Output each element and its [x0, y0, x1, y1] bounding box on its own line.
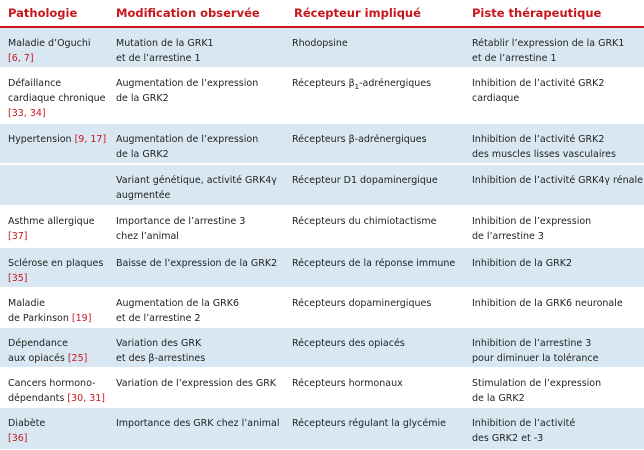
cell-recepteur: [292, 132, 464, 147]
cell-line: et de l’arrestine 1: [116, 53, 201, 64]
cell-line: [8, 51, 108, 66]
cell-line: [8, 271, 108, 286]
cell-line: Inhibition de l’activité GRK2: [472, 78, 605, 89]
cell-line: Asthme allergique: [8, 216, 95, 227]
cell-line: Récepteurs $\beta_1$-adrénergiques: [292, 78, 432, 91]
cell-piste: [472, 173, 643, 188]
cell-line: Dépendance: [8, 338, 68, 349]
cell-piste: [472, 376, 640, 406]
cell-piste: [472, 416, 640, 446]
cell-line: Inhibition de l’expression: [472, 216, 592, 227]
table-row: [0, 164, 644, 206]
cell-modification: [116, 132, 284, 162]
cell-pathologie: [8, 416, 108, 446]
cell-recepteur: [292, 376, 464, 391]
cell-line: Récepteurs des opiacés: [292, 338, 405, 349]
cell-line: de la GRK2: [116, 93, 169, 104]
table-row: [0, 328, 644, 368]
reference-link[interactable]: [37]: [8, 231, 28, 242]
cell-line: Récepteurs du chimiotactisme: [292, 216, 437, 227]
cell-line: Inhibition de l’activité: [472, 418, 576, 429]
cell-line: Rhodopsine: [292, 38, 348, 49]
cell-modification: [116, 173, 284, 203]
table-header-row: [0, 0, 644, 28]
cell-piste: [472, 296, 640, 311]
cell-recepteur: [292, 256, 464, 271]
cell-line: et de l’arrestine 1: [472, 53, 557, 64]
cell-pathologie: [8, 214, 108, 244]
cell-line: [8, 431, 108, 446]
cell-recepteur: [292, 296, 464, 311]
cell-line: aux opiacés [25]: [8, 353, 88, 364]
cell-modification: [116, 76, 284, 106]
reference-link[interactable]: [35]: [8, 273, 28, 284]
reference-link[interactable]: [25]: [67, 353, 88, 364]
cell-line: Maladie: [8, 298, 45, 309]
cell-modification: [116, 376, 284, 391]
cell-line: Stimulation de l’expression: [472, 378, 602, 389]
cell-modification: [116, 36, 284, 66]
cell-line: Récepteur D1 dopaminergique: [292, 175, 438, 186]
table-row: [0, 288, 644, 328]
header-modification: Modification observée: [116, 6, 260, 20]
cell-pathologie: [8, 376, 108, 406]
cell-piste: [472, 256, 640, 271]
reference-link[interactable]: [36]: [8, 433, 28, 444]
table-row: [0, 248, 644, 288]
reference-link[interactable]: [30, 31]: [67, 393, 105, 404]
cell-line: Importance des GRK chez l’animal: [116, 418, 280, 429]
cell-line: Mutation de la GRK1: [116, 38, 214, 49]
cell-line: pour diminuer la tolérance: [472, 353, 599, 364]
cell-modification: [116, 296, 284, 326]
cell-recepteur: [292, 173, 464, 188]
cell-line: cardiaque chronique: [8, 93, 106, 104]
cell-recepteur: [292, 416, 464, 431]
cell-recepteur: [292, 336, 464, 351]
cell-line: Cancers hormono-: [8, 378, 96, 389]
cell-line: Hypertension [9, 17]: [8, 134, 107, 145]
cell-line: Sclérose en plaques: [8, 258, 104, 269]
cell-pathologie: [8, 76, 108, 121]
cell-line: Augmentation de l’expression: [116, 78, 259, 89]
cell-piste: [472, 214, 640, 244]
reference-link[interactable]: [9, 17]: [74, 134, 107, 145]
cell-line: Variation de l’expression des GRK: [116, 378, 277, 389]
cell-piste: [472, 132, 640, 162]
cell-recepteur: [292, 214, 464, 229]
cell-line: de la GRK2: [116, 149, 169, 160]
cell-piste: [472, 76, 640, 106]
cell-line: Récepteurs β-adrénergiques: [292, 134, 427, 145]
cell-line: Augmentation de la GRK6: [116, 298, 240, 309]
cell-line: de Parkinson [19]: [8, 313, 92, 324]
cell-line: [8, 229, 108, 244]
cell-modification: [116, 256, 284, 271]
cell-line: Récepteurs hormonaux: [292, 378, 403, 389]
table-row: [0, 28, 644, 68]
table-row: [0, 124, 644, 164]
cell-line: chez l’animal: [116, 231, 179, 242]
cell-line: Importance de l’arrestine 3: [116, 216, 246, 227]
cell-line: de l’arrestine 3: [472, 231, 544, 242]
cell-line: Augmentation de l’expression: [116, 134, 259, 145]
cell-line: Inhibition de l’activité GRK2: [472, 134, 605, 145]
cell-line: Inhibition de l’activité GRK4γ rénale: [472, 175, 643, 186]
cell-recepteur: [292, 36, 464, 51]
table-row: [0, 368, 644, 408]
cell-line: des muscles lisses vasculaires: [472, 149, 616, 160]
cell-line: Récepteurs dopaminergiques: [292, 298, 432, 309]
header-piste: Piste thérapeutique: [472, 6, 602, 20]
cell-line: Baisse de l’expression de la GRK2: [116, 258, 278, 269]
cell-pathologie: [8, 132, 108, 147]
cell-recepteur: [292, 76, 464, 95]
cell-line: Récepteurs de la réponse immune: [292, 258, 456, 269]
table-row: [0, 68, 644, 124]
reference-link[interactable]: [19]: [71, 313, 92, 324]
cell-line: de la GRK2: [472, 393, 525, 404]
cell-modification: [116, 214, 284, 244]
cell-line: Rétablir l’expression de la GRK1: [472, 38, 625, 49]
cell-line: dépendants [30, 31]: [8, 393, 105, 404]
cell-piste: [472, 36, 640, 66]
reference-link[interactable]: [33, 34]: [8, 108, 46, 119]
cell-pathologie: [8, 256, 108, 286]
header-pathologie: Pathologie: [8, 6, 78, 20]
table-row: [0, 408, 644, 450]
cell-modification: [116, 416, 284, 431]
cell-line: Défaillance: [8, 78, 62, 89]
cell-pathologie: [8, 336, 108, 366]
cell-line: Inhibition de l’arrestine 3: [472, 338, 592, 349]
cell-line: Maladie d’Oguchi: [8, 38, 91, 49]
cell-line: Inhibition de la GRK6 neuronale: [472, 298, 623, 309]
cell-line: Variant génétique, activité GRK4γ: [116, 175, 277, 186]
cell-line: et des β-arrestines: [116, 353, 206, 364]
cell-line: et de l’arrestine 2: [116, 313, 201, 324]
cell-line: cardiaque: [472, 93, 520, 104]
cell-pathologie: [8, 36, 108, 66]
header-recepteur: Récepteur impliqué: [294, 6, 421, 20]
cell-line: Diabète: [8, 418, 46, 429]
cell-line: Récepteurs régulant la glycémie: [292, 418, 446, 429]
cell-line: des GRK2 et -3: [472, 433, 544, 444]
reference-link[interactable]: [6, 7]: [8, 53, 34, 64]
cell-modification: [116, 336, 284, 366]
cell-piste: [472, 336, 640, 366]
cell-line: augmentée: [116, 190, 171, 201]
table-row: [0, 206, 644, 248]
cell-line: Inhibition de la GRK2: [472, 258, 572, 269]
cell-line: [8, 106, 108, 121]
cell-line: Variation des GRK: [116, 338, 202, 349]
cell-pathologie: [8, 296, 108, 326]
